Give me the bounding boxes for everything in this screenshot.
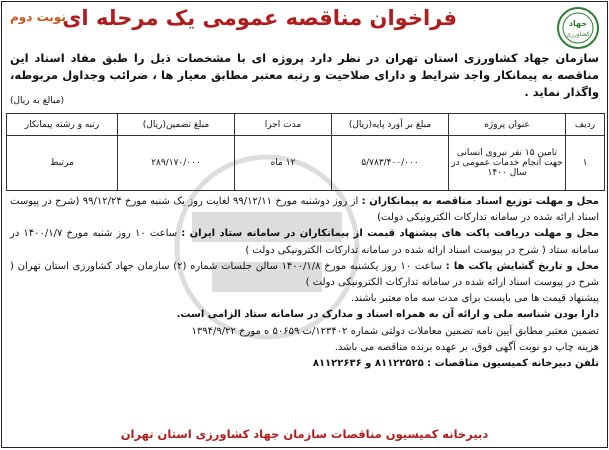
fee-note: هزینه چاپ دو نوبت آگهی فوق، بر عهده برنده مناقصه می باشد. <box>334 341 599 353</box>
notice-body <box>10 194 599 372</box>
cell-row-number: ۱ <box>566 136 605 191</box>
section-opening-text: ساعت ۱۰ روز یکشنبه مورخ ۱۴۰۰/۱/۸ سالن جلسات شماره (۲) سازمان جهاد کشاورزی استان تهران ( شرح در پیوست اسناد ارائه شده در سامانه تدارکات الکترونیکی دولت ) <box>10 260 599 289</box>
section-opening-title: محل و تاریخ گشایش پاکت ها : <box>445 260 599 272</box>
section-distribution-text: از روز دوشنبه مورخ ۹۹/۱۲/۱۱ لغایت روز یک شنبه مورخ ۹۹/۱۲/۲۴ (شرح در پیوست اسناد ارائه شده در سامانه تدارکات الکترونیکی دولت) <box>10 196 599 224</box>
tender-table <box>6 113 605 191</box>
tender-notice <box>1 1 608 448</box>
footer-signature: دبیرخانه کمیسیون مناقصات سازمان جهاد کشاورزی استان تهران <box>120 427 489 441</box>
cell-base-estimate: ۵/۷۸۳/۴۰۰/۰۰۰ <box>332 136 449 191</box>
cell-contractor-grade: مرتبط <box>7 136 118 191</box>
section-distribution-title: محل و مهلت توزیع اسناد مناقصه به پیمانکاران : <box>361 196 599 207</box>
currency-unit-note: (مبالغ به ریال) <box>10 96 65 106</box>
phone-numbers: ۸۱۱۲۲۵۲۵ و ۸۱۱۲۲۶۳۶ <box>312 358 428 370</box>
col-header-project-title: عنوان پروژه <box>449 114 566 136</box>
turn-badge: نوبت دوم <box>10 10 66 24</box>
col-header-duration: مدت اجرا <box>235 114 332 136</box>
national-id-requirement: دارا بودن شناسه ملی و ارائه آن به همراه اسناد و مدارک در سامانه ستاد الزامی است. <box>176 309 599 321</box>
col-header-row-number: ردیف <box>566 114 605 136</box>
header <box>2 2 607 42</box>
intro-paragraph: سازمان جهاد کشاورزی استان تهران در نظر دارد پروژه ای با مشخصات ذیل را طبق مفاد اسناد این مناقصه به پیمانکار واجد شرایط و دارای صلاحیت و رتبه معتبر مطابق معیار ها ، ضرائب وجداول مربوطه، واگذار نماید . <box>10 51 599 99</box>
svg-text:کشاورزی: کشاورزی <box>566 31 590 38</box>
validity-note: پیشنهاد قیمت ها می بایست برای مدت سه ماه معتبر باشند. <box>350 293 599 305</box>
section-opening <box>10 259 599 291</box>
section-submission-title: محل و مهلت دریافت پاکت های پیشنهاد قیمت از پیمانکاران در سامانه ستاد ایران : <box>181 228 599 240</box>
col-header-guarantee: مبلغ تضمین(ریال) <box>118 114 235 136</box>
table-row <box>7 136 605 191</box>
section-submission <box>10 226 599 258</box>
cell-project-title: تامین ۱۵ نفر نیروی انسانی جهت انجام خدمات عمومی در سال ۱۴۰۰ <box>449 136 566 191</box>
phone-title: تلفن دبیرخانه کمیسیون مناقصات : <box>427 358 599 370</box>
cell-guarantee: ۲۸۹/۱۷۰/۰۰۰ <box>118 136 235 191</box>
notice-title: فراخوان مناقصه عمومی یک مرحله ای <box>62 6 457 30</box>
section-distribution <box>10 194 599 226</box>
col-header-base-estimate: مبلغ بر آورد پایه(ریال) <box>332 114 449 136</box>
svg-text:جهاد: جهاد <box>568 19 588 28</box>
col-header-contractor-grade: رتبه و رشته پیمانکار <box>7 114 118 136</box>
jahad-logo-icon <box>555 6 601 50</box>
table-header-row <box>7 114 605 136</box>
cell-duration: ۱۲ ماه <box>235 136 332 191</box>
section-submission-text: ساعت ۱۰ روز شنبه مورخ ۱۴۰۰/۱/۷ در سامانه ستاد ( شرح در پیوست اسناد ارائه شده در سامانه تدارکات الکترونیکی دولت ) <box>10 228 599 256</box>
section-phone <box>10 356 599 372</box>
guarantee-note: تضمین معتبر مطابق آیین نامه تضمین معاملات دولتی شماره ۱۲۳۴۰۲/ت ۵۰۶۵۹ ه مورخ ۱۳۹۴/۹/۲۲ <box>191 325 599 337</box>
